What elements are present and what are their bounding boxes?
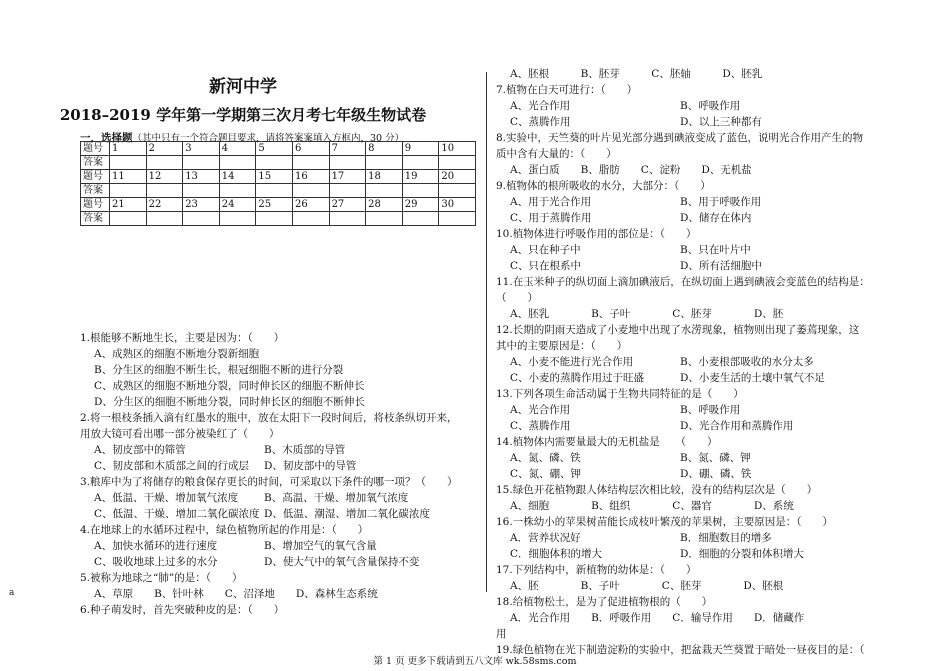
- option-line: A、蛋白质 B、脂肪 C、淀粉 D、无机盐: [510, 164, 752, 176]
- question-line: 用: [496, 628, 507, 640]
- option-text: C、韧皮部和木质部之间的行成层: [94, 460, 250, 472]
- option-line: [80, 554, 478, 570]
- option-text: A、小麦不能进行光合作用: [510, 356, 634, 368]
- option-line: [80, 506, 478, 522]
- option-line: [496, 114, 896, 130]
- answer-cell[interactable]: [256, 184, 293, 198]
- option-text: C、氮、硼、钾: [510, 468, 582, 480]
- section-label: 一．选择题: [80, 132, 133, 144]
- question-number-cell: 30: [439, 198, 476, 212]
- option-text: D、小麦生活的土壤中氧气不足: [680, 372, 825, 384]
- option-text: D、韧皮部中的导管: [264, 460, 357, 472]
- question-line: 17.下列结构中，新植物的幼体是：（ ）: [496, 564, 697, 576]
- question-number-cell: 14: [219, 170, 256, 184]
- table-label-answer: 答案: [81, 184, 110, 198]
- option-text: D、光合作用和蒸腾作用: [680, 420, 794, 432]
- question-line: 19.绿色植物在光下制造淀粉的实验中，把盆栽天竺葵置于暗处一昼夜目的是：（: [496, 644, 865, 656]
- question-number-cell: 29: [402, 198, 439, 212]
- option-text: C、低温、干燥、增加二氧化碳浓度: [94, 508, 260, 520]
- question-number-cell: 4: [219, 142, 256, 156]
- question-line: 12.长期的阴雨天造成了小麦地中出现了水涝现象，植物则出现了萎蔫现象，这: [496, 324, 860, 336]
- option-text: B、呼吸作用: [680, 404, 741, 416]
- right-question-column: [496, 66, 896, 658]
- option-text: D．细胞的分裂和体积增大: [680, 548, 804, 560]
- option-text: C、小麦的蒸腾作用过于旺盛: [510, 372, 645, 384]
- question-number-cell: 10: [439, 142, 476, 156]
- question-number-cell: 17: [329, 170, 366, 184]
- option-text: A、加快水循环的进行速度: [94, 540, 218, 552]
- option-text: B、用于呼吸作用: [680, 196, 762, 208]
- answer-cell[interactable]: [110, 184, 147, 198]
- question-line: 3.粮库中为了将储存的粮食保存更长的时间，可采取以下条件的哪一项？（ ）: [80, 476, 458, 488]
- option-line: [80, 538, 478, 554]
- option-line: [496, 466, 896, 482]
- option-line: [496, 242, 896, 258]
- question-line: 质中含有大量的：（ ）: [496, 148, 617, 160]
- option-text: D、低温、潮湿、增加二氧化碳浓度: [264, 508, 430, 520]
- answer-cell[interactable]: [439, 156, 476, 170]
- option-line: [496, 402, 896, 418]
- answer-cell[interactable]: [256, 212, 293, 226]
- answer-table: [80, 141, 476, 226]
- answer-cell[interactable]: [329, 212, 366, 226]
- answer-cell[interactable]: [292, 184, 329, 198]
- question-line: 其中的主要原因是：（ ）: [496, 340, 628, 352]
- option-line: [496, 450, 896, 466]
- option-line: [496, 530, 896, 546]
- option-text: B、只在叶片中: [680, 244, 751, 256]
- answer-cell[interactable]: [146, 184, 183, 198]
- question-line: 10.植物体进行呼吸作用的部位是：（ ）: [496, 228, 697, 240]
- question-number-cell: 1: [110, 142, 147, 156]
- option-text: B、呼吸作用: [680, 100, 741, 112]
- question-number-cell: 15: [256, 170, 293, 184]
- option-text: C、吸收地球上过多的水分: [94, 556, 218, 568]
- option-line: [496, 258, 896, 274]
- option-text: C．细胞体积的增大: [510, 548, 603, 560]
- answer-cell[interactable]: [146, 212, 183, 226]
- option-text: A、韧皮部中的筛管: [94, 444, 186, 456]
- question-number-cell: 8: [366, 142, 403, 156]
- option-line: C、成熟区的细胞不断地分裂，同时伸长区的细胞不断伸长: [94, 380, 365, 392]
- option-text: D、以上三种都有: [680, 116, 762, 128]
- answer-cell[interactable]: [292, 156, 329, 170]
- answer-cell[interactable]: [402, 184, 439, 198]
- option-line: [496, 210, 896, 226]
- table-label-answer: 答案: [81, 156, 110, 170]
- question-line: 5.被称为地球之“肺”的是：（ ）: [80, 572, 243, 584]
- exam-title: 2018–2019 学年第一学期第三次月考七年级生物试卷: [59, 106, 427, 124]
- question-number-cell: 24: [219, 198, 256, 212]
- answer-cell[interactable]: [366, 156, 403, 170]
- question-number-cell: 12: [146, 170, 183, 184]
- option-line: A、成熟区的细胞不断地分裂新细胞: [94, 348, 260, 360]
- option-text: C、蒸腾作用: [510, 420, 571, 432]
- question-number-cell: 22: [146, 198, 183, 212]
- answer-cell[interactable]: [292, 212, 329, 226]
- table-label-question: 题号: [81, 142, 110, 156]
- option-text: D、硼、磷、铁: [680, 468, 752, 480]
- option-text: C、蒸腾作用: [510, 116, 571, 128]
- option-text: B、木质部的导管: [264, 444, 346, 456]
- question-line: 14.植物体内需要量最大的无机盐是 （ ）: [496, 436, 718, 448]
- option-line: [80, 442, 478, 458]
- question-line: 1.根能够不断地生长，主要是因为：（ ）: [80, 332, 285, 344]
- question-number-cell: 5: [256, 142, 293, 156]
- option-line: B、分生区的细胞不断生长，根冠细胞不断的进行分裂: [94, 364, 344, 376]
- question-line: 用放大镜可看出哪一部分被染红了（ ）: [80, 428, 280, 440]
- question-number-cell: 20: [439, 170, 476, 184]
- answer-cell[interactable]: [110, 156, 147, 170]
- option-text: D、使大气中的氧气含量保持不变: [264, 556, 420, 568]
- option-line: A．光合作用 B．呼吸作用 C．输导作用 D．储藏作: [510, 612, 805, 624]
- column-divider: [486, 72, 487, 592]
- option-text: B、小麦根部吸收的水分太多: [680, 356, 814, 368]
- question-line: 6.种子萌发时，首先突破种皮的是：（ ）: [80, 604, 285, 616]
- answer-cell[interactable]: [439, 184, 476, 198]
- answer-cell[interactable]: [329, 184, 366, 198]
- question-line: 9.植物体的根所吸收的水分，大部分：（ ）: [496, 180, 711, 192]
- page-footer: 第 1 页 更多下载请到五八文库 wk.58sms.com: [373, 656, 577, 667]
- option-line: [496, 194, 896, 210]
- table-label-question: 题号: [81, 170, 110, 184]
- question-line: （ ）: [496, 292, 538, 304]
- option-line: A、草原 B、针叶林 C、沼泽地 D、森林生态系统: [94, 588, 378, 600]
- option-line: [496, 418, 896, 434]
- question-number-cell: 13: [183, 170, 220, 184]
- option-line: A、胚根 B、胚芽 C、胚轴 D、胚乳: [510, 68, 763, 80]
- option-text: A、只在种子中: [510, 244, 581, 256]
- option-line: [80, 490, 478, 506]
- school-name: 新河中学: [209, 77, 277, 97]
- answer-cell[interactable]: [402, 212, 439, 226]
- option-line: A、细胞 B、组织 C、器官 D、系统: [510, 500, 794, 512]
- answer-cell[interactable]: [366, 212, 403, 226]
- answer-cell[interactable]: [146, 156, 183, 170]
- question-line: 2.将一根枝条插入滴有红墨水的瓶中，放在太阳下一段时间后，将枝条纵切开来，: [80, 412, 458, 424]
- question-number-cell: 2: [146, 142, 183, 156]
- question-number-cell: 26: [292, 198, 329, 212]
- question-number-cell: 27: [329, 198, 366, 212]
- left-question-column: [80, 330, 478, 618]
- option-text: A、氮、磷、铁: [510, 452, 581, 464]
- question-line: 16.一株幼小的苹果树苗能长成枝叶繁茂的苹果树，主要原因是：（ ）: [496, 516, 833, 528]
- option-text: B、氮、磷、钾: [680, 452, 751, 464]
- answer-cell[interactable]: [219, 156, 256, 170]
- option-text: B、增加空气的氧气含量: [264, 540, 377, 552]
- option-text: D、所有活细胞中: [680, 260, 762, 272]
- question-number-cell: 21: [110, 198, 147, 212]
- answer-cell[interactable]: [329, 156, 366, 170]
- question-line: 7.植物在白天可进行：（ ）: [496, 84, 638, 96]
- answer-cell[interactable]: [110, 212, 147, 226]
- answer-cell[interactable]: [183, 156, 220, 170]
- answer-cell[interactable]: [366, 184, 403, 198]
- question-number-cell: 7: [329, 142, 366, 156]
- option-text: A．营养状况好: [510, 532, 581, 544]
- answer-cell[interactable]: [256, 156, 293, 170]
- answer-cell[interactable]: [183, 184, 220, 198]
- option-line: [496, 354, 896, 370]
- question-number-cell: 16: [292, 170, 329, 184]
- question-number-cell: 6: [292, 142, 329, 156]
- option-line: [496, 546, 896, 562]
- option-text: A、光合作用: [510, 404, 571, 416]
- option-line: [496, 98, 896, 114]
- page-mark: a: [9, 588, 15, 598]
- option-text: A、低温、干燥、增加氧气浓度: [94, 492, 239, 504]
- option-text: B、高温、干燥、增加氧气浓度: [264, 492, 409, 504]
- question-number-cell: 28: [366, 198, 403, 212]
- option-text: C、只在根系中: [510, 260, 582, 272]
- question-number-cell: 9: [402, 142, 439, 156]
- question-line: 18.给植物松土，是为了促进植物根的（ ）: [496, 596, 713, 608]
- table-label-question: 题号: [81, 198, 110, 212]
- question-line: 11.在玉米种子的纵切面上滴加碘液后，在纵切面上遇到碘液会变蓝色的结构是：: [496, 276, 870, 288]
- option-line: A、胚 B、子叶 C、胚芽 D、胚根: [510, 580, 784, 592]
- question-line: 4.在地球上的水循环过程中，绿色植物所起的作用是：（ ）: [80, 524, 369, 536]
- question-number-cell: 19: [402, 170, 439, 184]
- question-number-cell: 3: [183, 142, 220, 156]
- question-number-cell: 11: [110, 170, 147, 184]
- option-text: D、储存在体内: [680, 212, 752, 224]
- option-line: [496, 370, 896, 386]
- option-text: A、用于光合作用: [510, 196, 592, 208]
- table-label-answer: 答案: [81, 212, 110, 226]
- answer-cell[interactable]: [219, 212, 256, 226]
- question-number-cell: 25: [256, 198, 293, 212]
- option-text: C、用于蒸腾作用: [510, 212, 592, 224]
- question-line: 13.下列各项生命活动属于生物共同特征的是（ ）: [496, 388, 744, 400]
- question-number-cell: 23: [183, 198, 220, 212]
- question-line: 8.实验中，天竺葵的叶片见光部分遇到碘液变成了蓝色，说明光合作用产生的物: [496, 132, 864, 144]
- option-text: B．细胞数目的增多: [680, 532, 772, 544]
- option-text: A、光合作用: [510, 100, 571, 112]
- question-line: 15.绿色开花植物跟人体结构层次相比较，没有的结构层次是（ ）: [496, 484, 818, 496]
- answer-cell[interactable]: [219, 184, 256, 198]
- answer-cell[interactable]: [402, 156, 439, 170]
- option-line: [80, 458, 478, 474]
- section-note: （其中只有一个符合题目要求，请将答案案填入方框内，30 分）: [132, 133, 405, 144]
- answer-cell[interactable]: [439, 212, 476, 226]
- option-line: A、胚乳 B、子叶 C、胚芽 D、胚: [510, 308, 784, 320]
- question-number-cell: 18: [366, 170, 403, 184]
- option-line: D、分生区的细胞不断地分裂，同时伸长区的细胞不断伸长: [94, 396, 365, 408]
- answer-cell[interactable]: [183, 212, 220, 226]
